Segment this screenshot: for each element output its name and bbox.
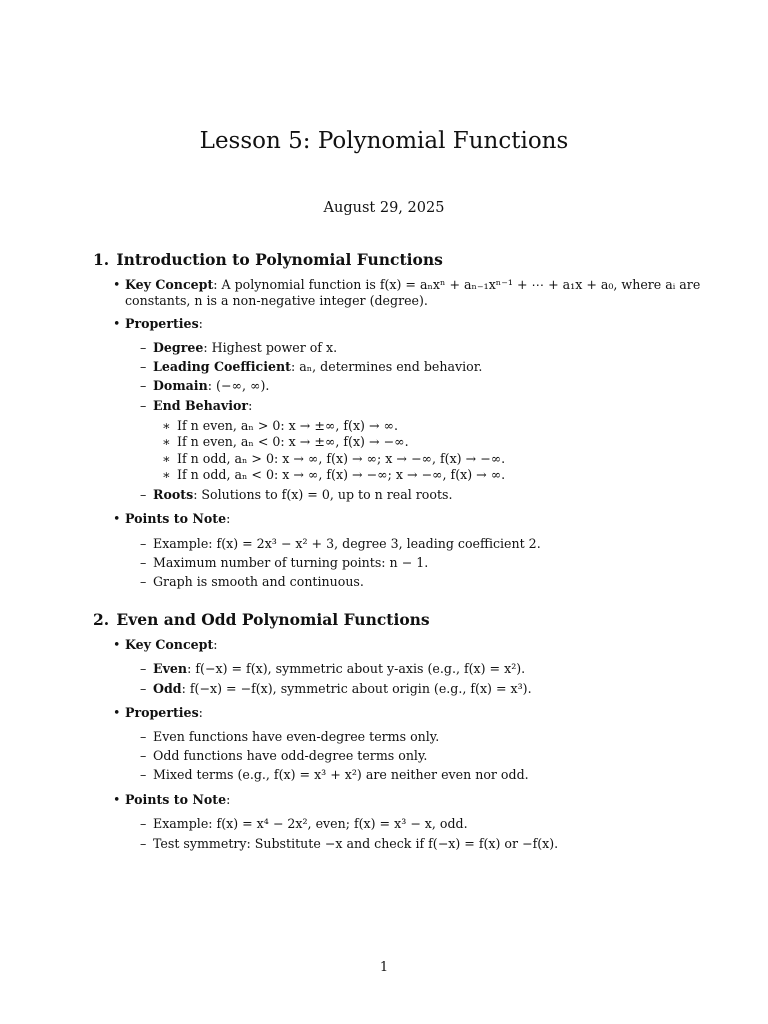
bullet-marker: • [113, 277, 121, 292]
page-number: 1 [379, 960, 389, 975]
bullet-marker: • [113, 792, 121, 807]
dash-marker: – [140, 816, 147, 831]
item-body: : Solutions to f(x) = 0, up to n real roots. [193, 487, 453, 502]
item-text: Example: f(x) = 2x³ − x² + 3, degree 3, leading coefficient 2. [153, 536, 541, 551]
item-text [153, 398, 252, 414]
item-text [153, 340, 337, 356]
item-text: Maximum number of turning points: n − 1. [153, 555, 429, 570]
bullet-marker: • [113, 316, 121, 331]
star-marker: ∗ [162, 418, 171, 433]
item-text: If n even, aₙ > 0: x → ±∞, f(x) → ∞. [177, 418, 399, 433]
item-label: Points to Note [125, 511, 227, 526]
star-marker: ∗ [162, 434, 171, 449]
item-label: Key Concept [125, 637, 214, 652]
item-body: : (−∞, ∞). [207, 378, 270, 393]
item-text: Test symmetry: Substitute −x and check if f(−x) = f(x) or −f(x). [153, 836, 559, 851]
dash-marker: – [140, 661, 147, 676]
bullet-marker: • [113, 637, 121, 652]
dash-marker: – [140, 574, 147, 589]
dash-marker: – [140, 555, 147, 570]
item-label: Points to Note [125, 792, 227, 807]
item-label: Properties [125, 316, 199, 331]
item-text [153, 359, 482, 375]
item-text: Key Concept: [125, 637, 218, 652]
item-text: If n odd, aₙ > 0: x → ∞, f(x) → ∞; x → −∞, f(x) → −∞. [177, 451, 506, 466]
item-text: Even functions have even-degree terms only. [153, 729, 440, 744]
item-body: : Highest power of x. [203, 340, 338, 355]
item-label: End Behavior [153, 398, 249, 413]
item-text [153, 661, 525, 677]
item-text: Mixed terms (e.g., f(x) = x³ + x²) are neither even nor odd. [153, 767, 529, 782]
dash-marker: – [140, 748, 147, 763]
bullet-marker: • [113, 511, 121, 526]
item-text [125, 277, 700, 293]
date: August 29, 2025 [323, 200, 445, 216]
item-label: Properties [125, 705, 199, 720]
item-body: : aₙ, determines end behavior. [290, 359, 483, 374]
item-text: Properties: [125, 705, 203, 720]
item-text: Properties: [125, 316, 203, 331]
item-text: Graph is smooth and continuous. [153, 574, 364, 589]
item-text [153, 681, 532, 697]
item-text: Example: f(x) = x⁴ − 2x², even; f(x) = x³ − x, odd. [153, 816, 468, 831]
dash-marker: – [140, 487, 147, 502]
dash-marker: – [140, 836, 147, 851]
item-text [153, 487, 453, 503]
dash-marker: – [140, 536, 147, 551]
item-label: Key Concept [125, 277, 214, 292]
page-title: Lesson 5: Polynomial Functions [199, 128, 569, 154]
list-item-continuation: constants, n is a non-negative integer (degree). [125, 293, 428, 308]
item-text [153, 378, 269, 394]
dash-marker: – [140, 767, 147, 782]
dash-marker: – [140, 340, 147, 355]
dash-marker: – [140, 398, 147, 413]
item-label: Even [153, 661, 188, 676]
dash-marker: – [140, 359, 147, 374]
dash-marker: – [140, 729, 147, 744]
item-label: Odd [153, 681, 182, 696]
section-title: Introduction to Polynomial Functions [116, 250, 443, 269]
section-number: 1. [93, 250, 110, 269]
dash-marker: – [140, 378, 147, 393]
bullet-marker: • [113, 705, 121, 720]
section-number: 2. [93, 610, 110, 629]
star-marker: ∗ [162, 467, 171, 482]
item-text: Odd functions have odd-degree terms only. [153, 748, 428, 763]
item-text: Points to Note: [125, 792, 231, 807]
item-body: : f(−x) = f(x), symmetric about y-axis (e.g., f(x) = x²). [187, 661, 526, 676]
item-label: Degree [153, 340, 204, 355]
item-text: If n odd, aₙ < 0: x → ∞, f(x) → −∞; x → −∞, f(x) → ∞. [177, 467, 506, 482]
item-text: Points to Note: [125, 511, 231, 526]
item-body: : A polynomial function is f(x) = aₙxⁿ + aₙ₋₁xⁿ⁻¹ + ⋯ + a₁x + a₀, where aᵢ are [213, 277, 701, 292]
item-label: Roots [153, 487, 194, 502]
item-body: : [248, 398, 253, 413]
item-body: : f(−x) = −f(x), symmetric about origin (e.g., f(x) = x³). [181, 681, 532, 696]
section-title: Even and Odd Polynomial Functions [116, 610, 430, 629]
item-label: Domain [153, 378, 208, 393]
item-text: If n even, aₙ < 0: x → ±∞, f(x) → −∞. [177, 434, 409, 449]
star-marker: ∗ [162, 451, 171, 466]
section-heading [93, 610, 430, 629]
item-label: Leading Coefficient [153, 359, 291, 374]
dash-marker: – [140, 681, 147, 696]
section-heading [93, 250, 443, 269]
